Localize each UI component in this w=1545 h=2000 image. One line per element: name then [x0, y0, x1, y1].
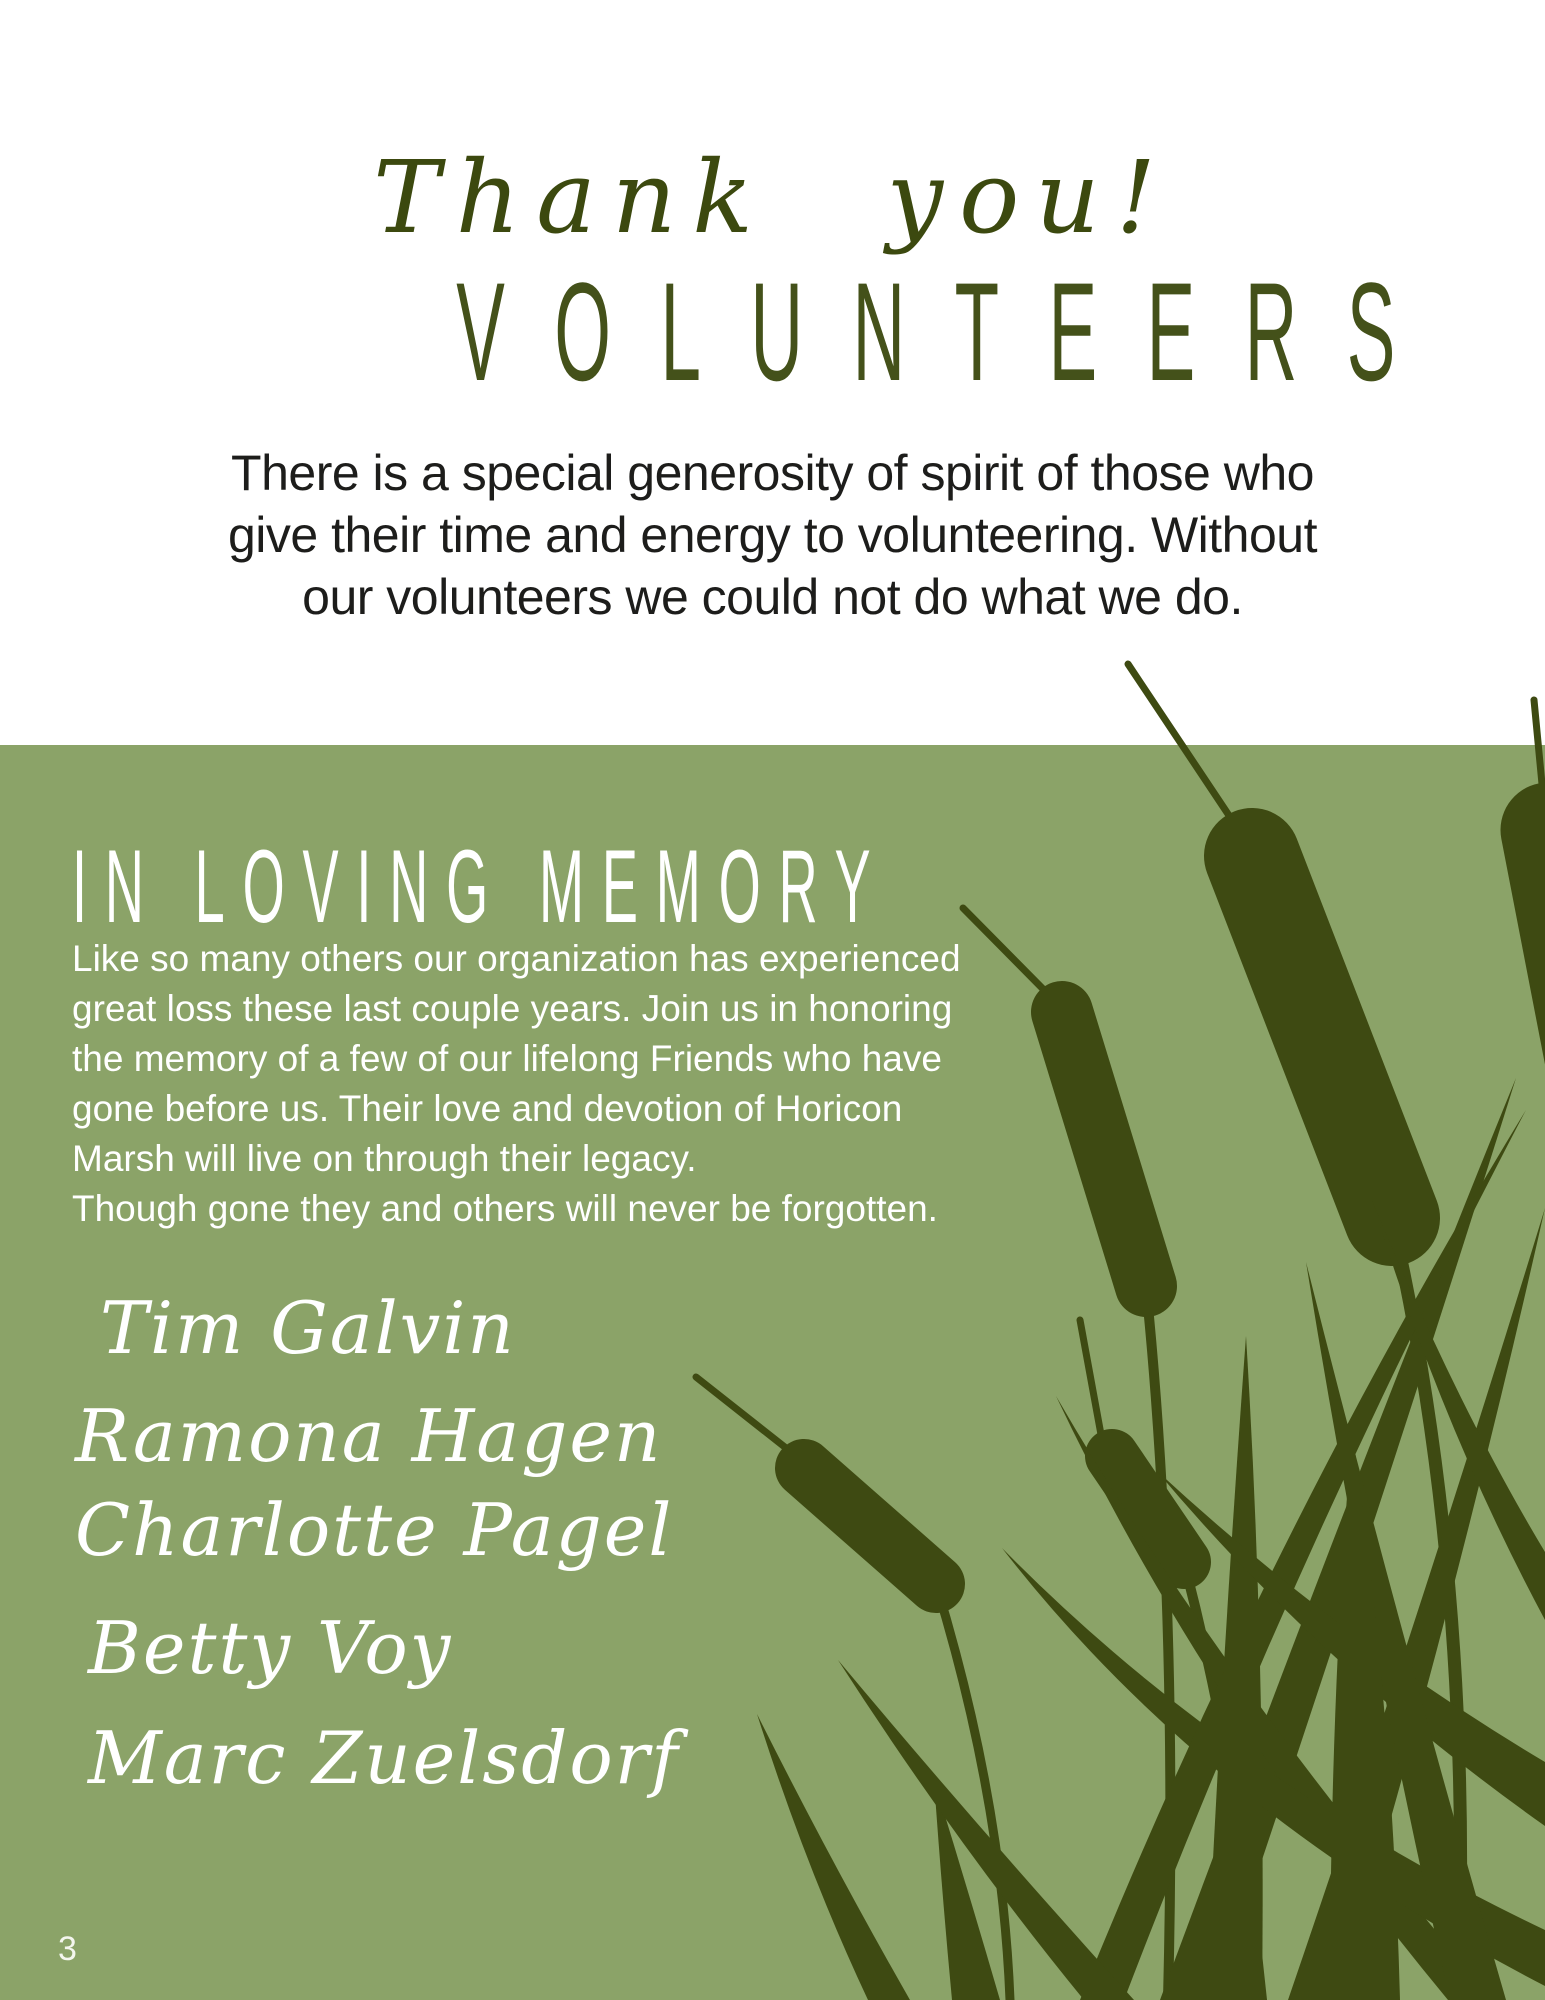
page-number: 3 [58, 1930, 77, 1968]
memorial-paragraph [72, 934, 1072, 1234]
memorial-name: Tim Galvin [100, 1286, 516, 1370]
page-title-text: VOLUNTEERS [456, 253, 1445, 410]
memorial-line: great loss these last couple years. Join us in honoring [72, 988, 953, 1029]
page-title [0, 253, 1545, 410]
memorial-line: the memory of a few of our lifelong Friends who have [72, 1038, 942, 1079]
intro-line: our volunteers we could not do what we do. [302, 569, 1243, 625]
memorial-line: Though gone they and others will never be forgotten. [72, 1188, 938, 1229]
memorial-heading [72, 829, 1545, 945]
memorial-name: Charlotte Pagel [75, 1488, 674, 1572]
memorial-name: Ramona Hagen [75, 1394, 663, 1478]
memorial-name: Betty Voy [88, 1606, 453, 1690]
memorial-heading-text: IN LOVING MEMORY [72, 829, 889, 945]
memorial-line: gone before us. Their love and devotion of Horicon [72, 1088, 903, 1129]
memorial-line: Marsh will live on through their legacy. [72, 1138, 697, 1179]
memorial-name: Marc Zuelsdorf [88, 1716, 680, 1800]
intro-paragraph [0, 442, 1545, 628]
intro-line: give their time and energy to volunteering. Without [227, 507, 1317, 563]
intro-line: There is a special generosity of spirit of those who [231, 445, 1314, 501]
page-title-script: Thank you! [373, 139, 1172, 256]
memorial-line: Like so many others our organization has experienced [72, 938, 961, 979]
